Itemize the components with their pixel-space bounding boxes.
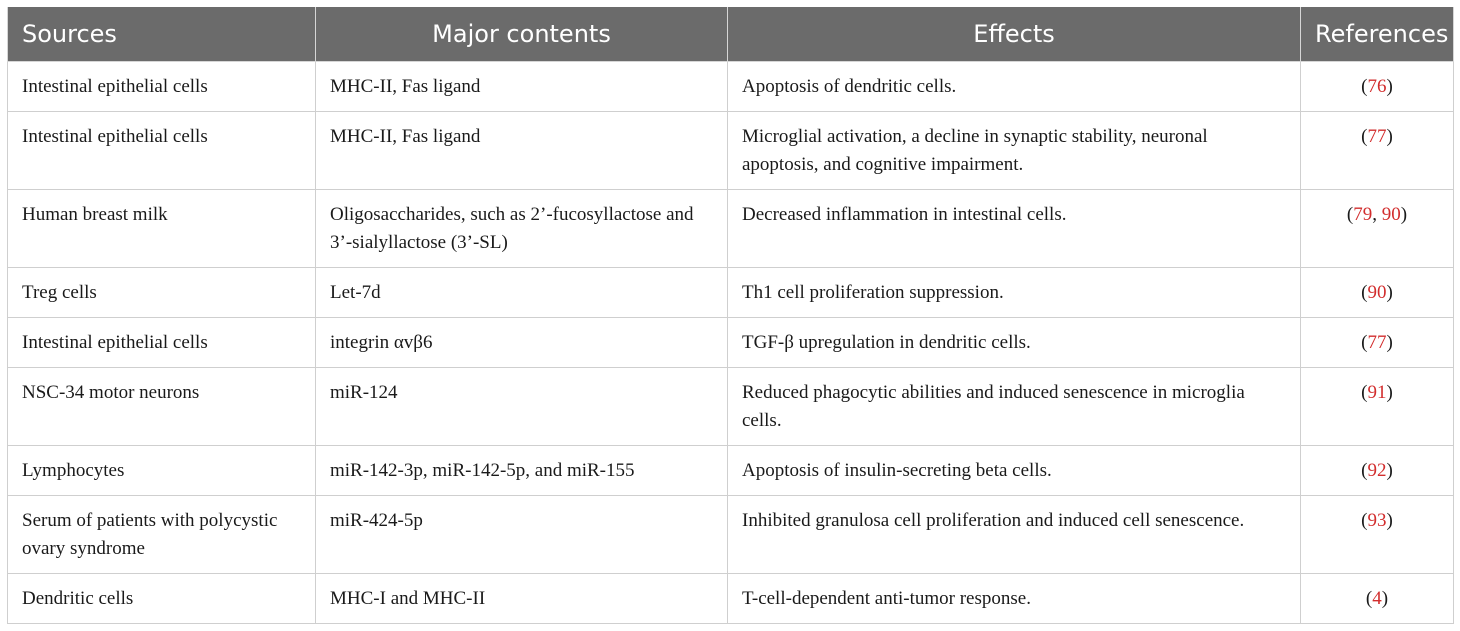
header-references: References: [1301, 7, 1454, 62]
cell-references: (90): [1301, 268, 1454, 318]
reference-link[interactable]: 91: [1367, 382, 1387, 403]
table-row: [8, 62, 1454, 112]
reference-link[interactable]: 90: [1381, 204, 1401, 225]
cell-effects: Apoptosis of insulin-secreting beta cells.: [728, 446, 1301, 496]
cell-source: Intestinal epithelial cells: [8, 112, 316, 190]
table-row: [8, 318, 1454, 368]
cell-source: Serum of patients with polycystic ovary syndrome: [8, 496, 316, 574]
cell-effects: Reduced phagocytic abilities and induced senescence in microglia cells.: [728, 368, 1301, 446]
cell-contents: miR-124: [316, 368, 728, 446]
cell-effects: Apoptosis of dendritic cells.: [728, 62, 1301, 112]
reference-link[interactable]: 92: [1367, 460, 1387, 481]
reference-link[interactable]: 77: [1367, 126, 1387, 147]
table-row: [8, 496, 1454, 574]
reference-link[interactable]: 77: [1367, 332, 1387, 353]
cell-references: (92): [1301, 446, 1454, 496]
cell-contents: miR-142-3p, miR-142-5p, and miR-155: [316, 446, 728, 496]
table-row: [8, 190, 1454, 268]
cell-references: (77): [1301, 112, 1454, 190]
table-row: [8, 446, 1454, 496]
cell-contents: Oligosaccharides, such as 2’-fucosyllactose and 3’-sialyllactose (3’-SL): [316, 190, 728, 268]
cell-contents: integrin αvβ6: [316, 318, 728, 368]
cell-source: Lymphocytes: [8, 446, 316, 496]
table-container: [7, 7, 1453, 624]
reference-link[interactable]: 90: [1367, 282, 1387, 303]
cell-contents: MHC-I and MHC-II: [316, 574, 728, 624]
cell-references: (77): [1301, 318, 1454, 368]
cell-effects: T-cell-dependent anti-tumor response.: [728, 574, 1301, 624]
cell-source: NSC-34 motor neurons: [8, 368, 316, 446]
table-row: [8, 574, 1454, 624]
cell-source: Intestinal epithelial cells: [8, 62, 316, 112]
table-row: [8, 268, 1454, 318]
cell-effects: TGF-β upregulation in dendritic cells.: [728, 318, 1301, 368]
cell-effects: Inhibited granulosa cell proliferation and induced cell senescence.: [728, 496, 1301, 574]
cell-references: (79, 90): [1301, 190, 1454, 268]
cell-references: (93): [1301, 496, 1454, 574]
cell-references: (91): [1301, 368, 1454, 446]
cell-references: (4): [1301, 574, 1454, 624]
reference-link[interactable]: 79: [1353, 204, 1373, 225]
table-row: [8, 112, 1454, 190]
cell-contents: MHC-II, Fas ligand: [316, 62, 728, 112]
header-sources: Sources: [8, 7, 316, 62]
cell-source: Intestinal epithelial cells: [8, 318, 316, 368]
reference-link[interactable]: 93: [1367, 510, 1387, 531]
cell-effects: Microglial activation, a decline in synaptic stability, neuronal apoptosis, and cognitive impairment.: [728, 112, 1301, 190]
cell-effects: Decreased inflammation in intestinal cells.: [728, 190, 1301, 268]
cell-source: Human breast milk: [8, 190, 316, 268]
cell-contents: Let-7d: [316, 268, 728, 318]
table-row: [8, 368, 1454, 446]
cell-effects: Th1 cell proliferation suppression.: [728, 268, 1301, 318]
reference-link[interactable]: 4: [1372, 588, 1382, 609]
cell-contents: MHC-II, Fas ligand: [316, 112, 728, 190]
cell-references: (76): [1301, 62, 1454, 112]
header-row: [8, 7, 1454, 62]
data-table: [7, 7, 1454, 624]
cell-contents: miR-424-5p: [316, 496, 728, 574]
cell-source: Treg cells: [8, 268, 316, 318]
header-major-contents: Major contents: [316, 7, 728, 62]
reference-link[interactable]: 76: [1367, 76, 1387, 97]
header-effects: Effects: [728, 7, 1301, 62]
cell-source: Dendritic cells: [8, 574, 316, 624]
